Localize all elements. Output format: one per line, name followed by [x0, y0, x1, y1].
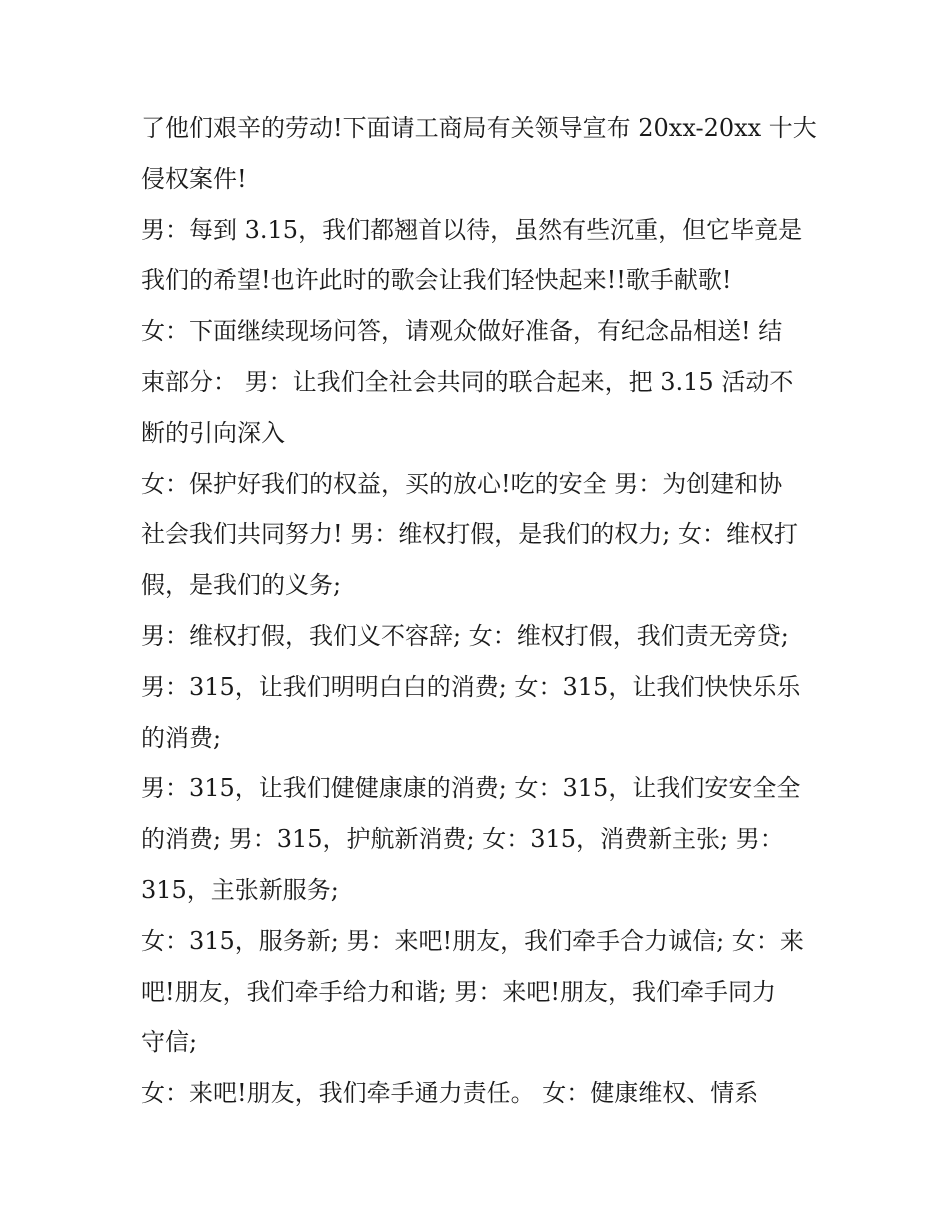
text-line: 男：315，让我们明明白白的消费; 女：315，让我们快快乐乐 — [141, 672, 801, 701]
text-line: 的消费; 男：315，护航新消费; 女：315，消费新主张; 男： — [141, 825, 784, 854]
text-line: 女：下面继续现场问答，请观众做好准备，有纪念品相送! 结 — [141, 317, 783, 346]
text-line: 我们的希望!也许此时的歌会让我们轻快起来!!歌手献歌! — [141, 266, 732, 295]
text-line: 男：315，让我们健健康康的消费; 女：315，让我们安安全全 — [141, 774, 801, 803]
text-line: 315，主张新服务; — [141, 875, 339, 904]
text-line: 守信; — [141, 1028, 198, 1057]
text-line: 侵权案件! — [141, 164, 247, 193]
text-line: 了他们艰辛的劳动!下面请工商局有关领导宣布 20xx-20xx 十大 — [141, 114, 817, 142]
text-line: 男：每到 3.15，我们都翘首以待，虽然有些沉重，但它毕竟是 — [141, 215, 803, 244]
document-body — [141, 103, 816, 1119]
text-line: 社会我们共同努力! 男：维权打假，是我们的权力; 女：维权打 — [141, 520, 798, 549]
text-line: 的消费; — [141, 723, 222, 752]
text-line: 男：维权打假，我们义不容辞; 女：维权打假，我们责无旁贷; — [141, 621, 789, 650]
text-line: 吧!朋友，我们牵手给力和谐; 男：来吧!朋友，我们牵手同力 — [141, 977, 777, 1006]
text-line: 断的引向深入 — [141, 418, 285, 447]
text-line: 假，是我们的义务; — [141, 571, 342, 600]
text-line: 女：保护好我们的权益，买的放心!吃的安全 男：为创建和协 — [141, 469, 783, 498]
text-line: 束部分： 男：让我们全社会共同的联合起来，把 3.15 活动不 — [141, 367, 794, 396]
text-line: 女：315，服务新; 男：来吧!朋友，我们牵手合力诚信; 女：来 — [141, 926, 804, 955]
text-line: 女：来吧!朋友，我们牵手通力责任。 女：健康维权、情系 — [141, 1079, 759, 1108]
